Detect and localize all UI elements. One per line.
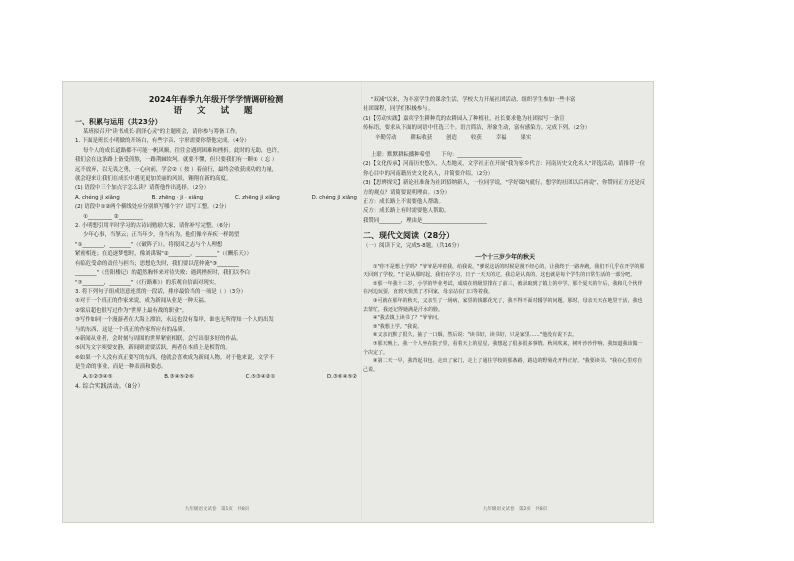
story-paragraph: ②那一年我十三岁，小学的毕业考试，成绩在班级里排在了前三，被录取到了镇上的中学。那个夏天的午后，我和几个伙伴在河边玩耍，直到天快黑了才回家，母亲站在门口等着我。 (363, 280, 643, 296)
position-pro: 正方：成长路上不需要他人帮助。 (363, 199, 444, 206)
answer-line: 我赞同________，理由是________________________ (363, 217, 487, 224)
passage-line: 远不放弃，以无畏之勇，一心向前，学会②（ 按 ）着前行，最终会收获成功的力量， (75, 166, 278, 173)
story-paragraph: ①"你不是想上学吗？"爷爷是冲着我，给我说。"爹说这话的时候是漫不经心的，让我终于一路奔跑，我们不几乎在开学的那天回到了学校。"于是从那时起，我们在学习，日子一天天的过，我总是认真的，这也就是每个学生的日常生活的一部分吧。 (363, 263, 645, 279)
passage-line: 少年心事，当拏云；正当年少，身当有为。他们像辛弃疾一样渴望 (83, 232, 240, 239)
page-footer: 九年级语文试卷 第2页 共8页 (483, 506, 548, 512)
option-c: C.⑤③④②① (245, 373, 276, 380)
q3-options (75, 373, 357, 382)
text-line: 社团课程，同学们积极参与。 (363, 106, 434, 113)
passage-line: 就会迎来让我们在成长中遇见更加美丽的风景，翱翔在新的高度。 (75, 176, 232, 183)
question-4: 4. 综合实践活动。（8分） (75, 382, 144, 390)
question-1: 1. 下面是班长小明做的开场白，有些字音、字形需要你帮他完成。（4分） (75, 138, 250, 145)
option-b: B. zhēng · jì · xiǎng (151, 194, 204, 201)
sentence: 是生命的事业，而是一种表演和姿态。 (75, 364, 167, 371)
story-paragraph: ④"我去镇上读书了？"爷爷问。 (373, 315, 443, 322)
story-paragraph: ③可就在那年的秋天，父亲生了一场病，家里的钱都花光了，我不得不面对辍学的问题。那时，母亲天天在地里干活，我也去帮忙，我还记得她满是汗水的脸。 (363, 298, 643, 313)
right-page (363, 82, 647, 522)
answer-blank: ①_________ ②_________ (83, 213, 143, 220)
sentence: ③写作如同一个漫游者在大海上漂泊，永远也没有靠岸，谁也无所得知一个人的出发 (75, 317, 274, 324)
word: 果实 (520, 134, 532, 141)
story-paragraph: ⑥父亲沉默了很久，抽了一口烟，然后说："读书好，读书好，只是家里……"他没有说下去。 (373, 332, 578, 339)
word: 辛勤劳动 (375, 134, 397, 141)
passage-line: "①________，________"（《破阵子》），将报国之志与个人理想 (75, 241, 223, 248)
answer-line: 上联：默默耕耘播种希望 下句：________________________ (371, 152, 522, 159)
story-paragraph: ⑤"我想上学。"我说。 (373, 323, 423, 330)
story-paragraph: ⑦那天晚上，我一个人坐在院子里，看着天上的星星，我想起了很多很多事情。秋风吹来，树叶沙沙作响，我知道我该做一个决定了。 (363, 341, 643, 356)
option-d: D.③⑥④⑤② (326, 373, 357, 380)
exam-sheet (63, 82, 653, 522)
question-1a: (1) 语段中三个加点字怎么读？请帮他作出选择。（2分） (75, 185, 210, 192)
sentence: ⑤因为文字须要安静，新闻则需要活跃，两者在本质上是相背的。 (75, 345, 231, 352)
passage-line: 紧密相连；在追逐梦想时，像刘禹锡"②________，________"（《酬乐天》） (75, 251, 252, 258)
story-paragraph: ⑧第二天一早，我背起书包，走出了家门，走上了通往学校的那条路，路边的野菊花开得正好。"我要读书。"我在心里对自己说。 (363, 358, 643, 373)
passage-line: 有临危受命的责任与担当；思想危失时，我们要以范仲淹"③________ (75, 260, 239, 267)
passage-line: "⑦________，________"（《行路难》）的乐观自信面对现实。 (75, 279, 220, 286)
text-line: "双减"以来，为丰富学生的课余生活，学校大力开展社团活动，组织学生参加一些丰富 (371, 97, 576, 103)
sentence: ⑥如果一个人没有真正要写的东西，他就会喜欢成为新闻人物。对于他来说，文学不 (75, 354, 274, 361)
exam-title: 2024年春季九年级开学学情调研检测 (148, 95, 284, 104)
passage-line: 每个人的成长道路都不可能一帆风顺，往往会遇到困难和挫折。此时的无助，也许， (83, 147, 283, 154)
sentence: ①对于一个真正的作家来说，成为新闻从业是一种天福。 (75, 298, 210, 305)
option-d: D. chéng jì xiǎng (311, 194, 357, 201)
option-a: A. chéng jì xiǎng (75, 194, 120, 201)
word: 创造 (446, 134, 457, 141)
sentence: 与的东西，这是一个真正的作家所应有的品质。 (75, 326, 189, 333)
section-heading: 一、积累与运用（共23分） (75, 118, 162, 126)
question-4b: (2)【文化传承】河南历史悠久，人杰地灵，文学社正在开展"我为家乡代言：河南历史文化名人"评选活动，请推荐一位你心目中的河南籍历史文化名人，并简要介绍。（2分） (363, 161, 646, 177)
option-c: C. zhēng jì xiǎng (234, 194, 280, 201)
option-b: B.③④⑤②⑥ (164, 373, 194, 380)
left-page (75, 82, 357, 522)
page-footer: 九年级语文试卷 第1页 共8页 (185, 506, 250, 512)
question-1b: (2) 语段中①②两个横线处应分别填写哪个字？请写工整。（2分） (75, 204, 230, 211)
question-4c: (3)【思辨探究】新论社准备为社团招纳新人，一位同学说，"学好课内就行，想学的社团以后再说"，你赞同正方还是反方的观点？请简要说明理由。（3分） (363, 180, 646, 196)
question-4a: (1)【劳动实践】嘉宾学生耕种荒的农耕园入了种植社，社长要求他为社团拟写一条宣 (363, 115, 565, 122)
passage-line: ________"（岳阳楼记）的超然胸怀来对待失败；遇到挫折时，我们以李白 (75, 270, 250, 277)
story-title: 一个十三岁少年的秋天 (474, 253, 535, 261)
sentence: ②梁启超也很写过作为"世界上最有战的职业"。 (75, 307, 188, 314)
position-con: 反方：成长路上有时需要他人帮助。 (363, 208, 450, 215)
question-3: 3. 将下列句子组成语意连贯的一段话，排序最恰当的一项是（ ）（3分） (75, 288, 247, 295)
option-a: A.①②③④⑤ (83, 373, 113, 380)
word: 幸福 (495, 134, 507, 141)
exam-subtitle: 语 文 试 题 (173, 106, 259, 116)
section-heading: 二、现代文阅读（28分） (363, 231, 455, 241)
sentence: ④新闻从业者，会时刻与周围的世界紧密相联，会写出很多好的作品。 (75, 335, 242, 342)
passage-line: 我们会在这条路上备受煎熬，一路荆棘坎坷。就要不懂，但只要我们有一颗①（ 忘 ） (75, 157, 278, 164)
q1a-options (75, 194, 357, 203)
word-choices (363, 134, 647, 143)
word: 收获 (470, 134, 482, 141)
question-4a-detail: 传标语，要求从下面的词语中任选三个。语言简洁，形象生动，富有感染力。完成下列。（2分） (363, 125, 591, 132)
sub-section-heading: （一）阅读下文，完成5-8题。（共16分） (363, 243, 463, 250)
question-2: 2. 小明想引用平时学习的古诗词勉励大家，请你补写完整。（6分） (75, 223, 234, 230)
intro-text: 某班拟召开"读书成长·润泽心灵"的主题班会，请你参与筹备工作。 (83, 129, 241, 135)
word: 耕耘收获 (410, 134, 433, 141)
